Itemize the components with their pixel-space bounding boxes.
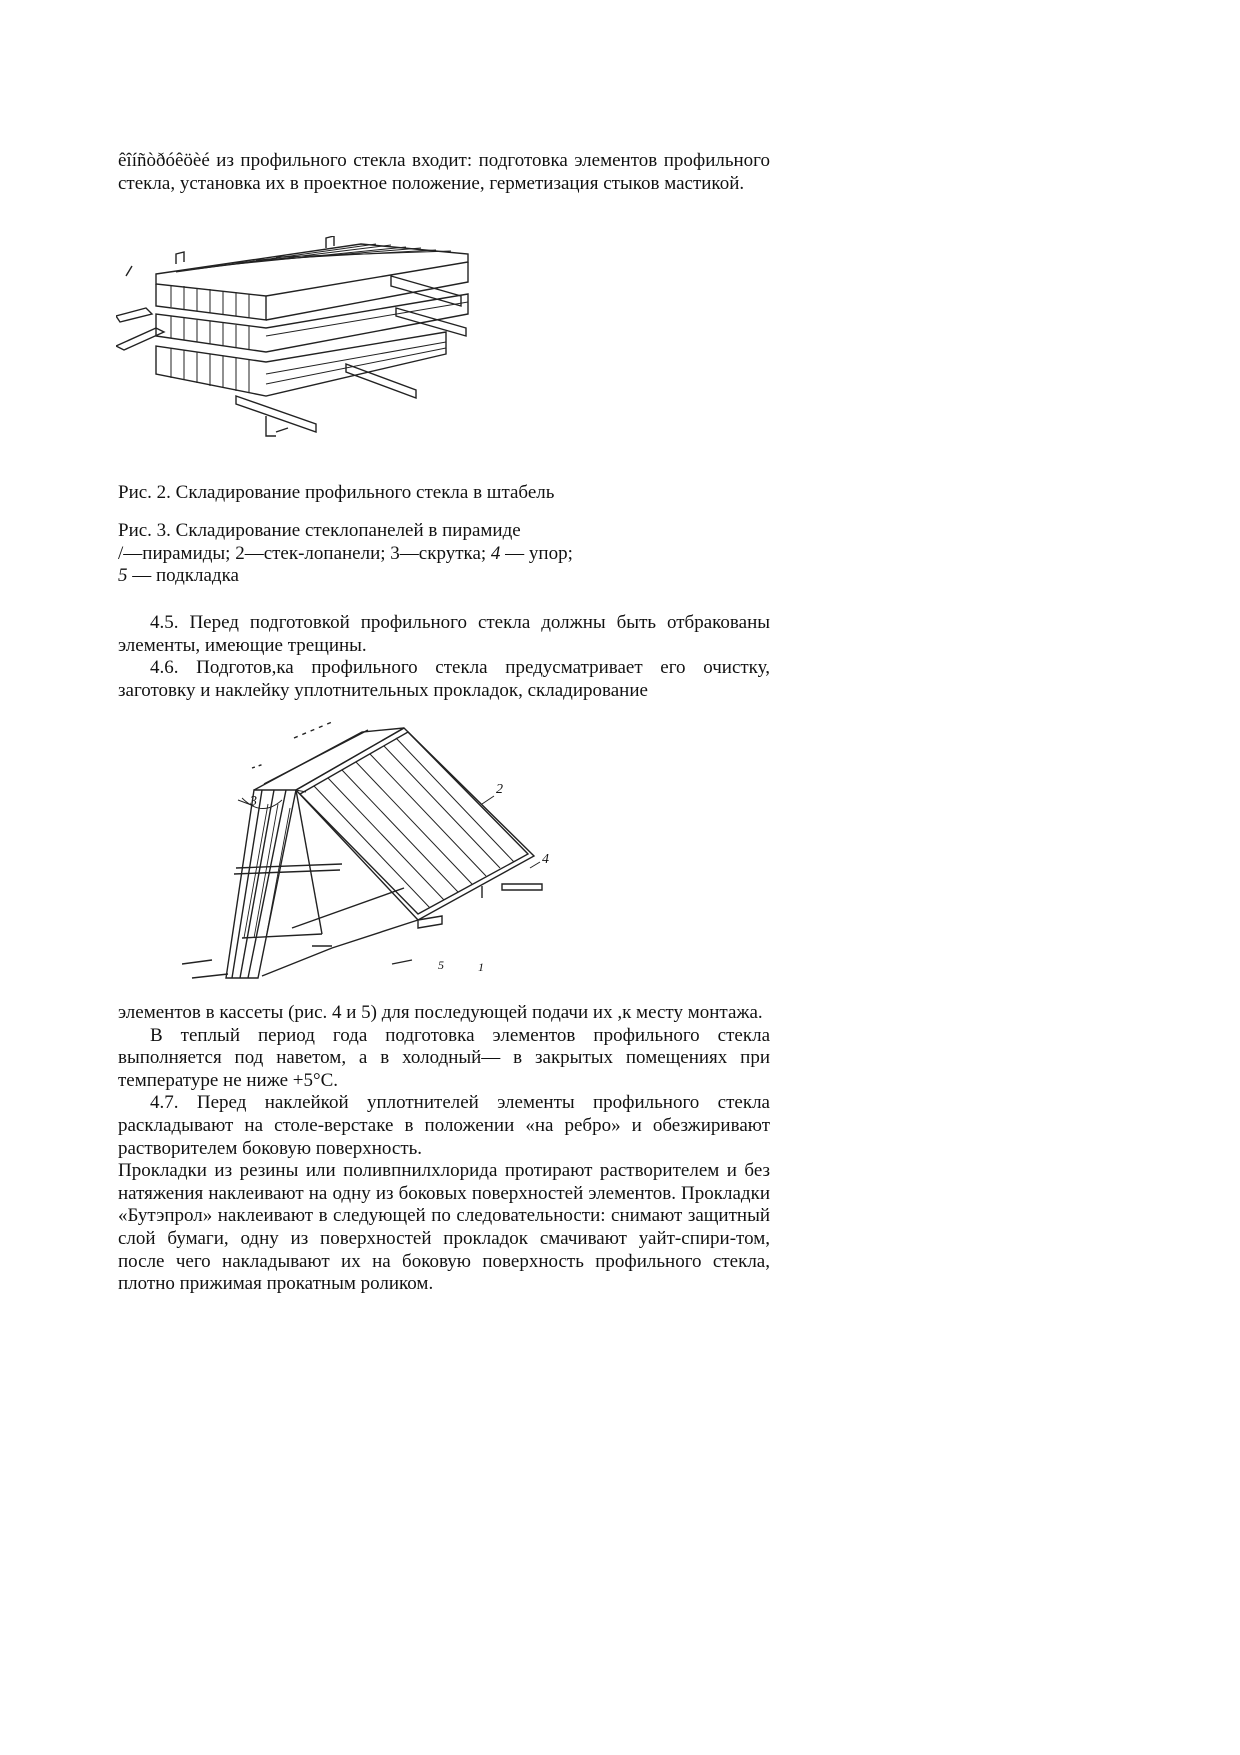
paragraph-continuation: элементов в кассеты (рис. 4 и 5) для последующей подачи их ,к месту монтажа. — [118, 1002, 763, 1023]
callout-5: 5 — [438, 958, 444, 972]
figure-2-caption: Рис. 2. Складирование профильного стекла в штабель — [118, 482, 555, 503]
figure-2-stack-drawing — [116, 236, 476, 468]
paragraph-4-5: 4.5. Перед подготовкой профильного стекла должны быть отбракованы элементы, имеющие трещины. — [118, 612, 770, 656]
legend-number-4: 4 — [490, 542, 501, 564]
callout-1: 1 — [478, 960, 484, 974]
paragraph-warm-period: В теплый период года подготовка элементов профильного стекла выполняется под наветом, а в холодный— в закрытых помещениях при температуре не ниже +5°С. — [118, 1024, 770, 1091]
legend-item-4: — упор; — [500, 542, 573, 564]
pyramid-illustration — [182, 708, 562, 984]
callout-3: 3 — [250, 794, 257, 809]
section-4-5-4-6 — [118, 612, 770, 702]
figure-3-legend-line-2 — [118, 565, 770, 588]
continuation-block — [118, 1002, 770, 1296]
legend-number-5: 5 — [118, 565, 128, 587]
paragraph-4-6: 4.6. Подготов,ка профильного стекла предусматривает его очистку, заготовку и наклейку уплотнительных прокладок, складирование — [118, 657, 770, 701]
legend-items-1-3: /—пирамиды; 2—стек-лопанели; 3—скрутка; — [118, 542, 491, 564]
callout-4: 4 — [542, 852, 549, 867]
figure-2-caption-block — [118, 482, 770, 505]
figure-3-caption-block — [118, 520, 770, 588]
paragraph-4-7: 4.7. Перед наклейкой уплотнителей элементы профильного стекла раскладывают на столе-верстаке в положении «на ребро» и обезжиривают растворителем боковую поверхность. — [118, 1092, 770, 1159]
paragraph-gaskets: Прокладки из резины или поливпнилхлорида протирают растворителем и без натяжения наклеивают на одну из боковых поверхностей элементов. Прокладки «Бутэпрол» наклеивают в следующей по следовательности: снимают защитный слой бумаги, одну из поверхностей прокладок смачивают уайт-спири-том, после чего накладывают их на боковую поверхность профильного стекла, плотно прижимая прокатным роликом. — [118, 1160, 770, 1295]
figure-3-pyramid-drawing — [182, 708, 562, 984]
legend-item-5: — подкладка — [127, 565, 239, 587]
stack-illustration — [116, 236, 476, 468]
figure-3-legend-line — [118, 543, 770, 566]
paragraph-intro: êîíñòðóêöèé из профильного стекла входит: подготовка элементов профильного стекла, установка их в проектное положение, герметизация стыков мастикой. — [118, 150, 770, 194]
callout-2: 2 — [496, 782, 503, 797]
intro-block — [118, 150, 770, 195]
figure-3-caption-title: Рис. 3. Складирование стеклопанелей в пирамиде — [118, 520, 521, 541]
